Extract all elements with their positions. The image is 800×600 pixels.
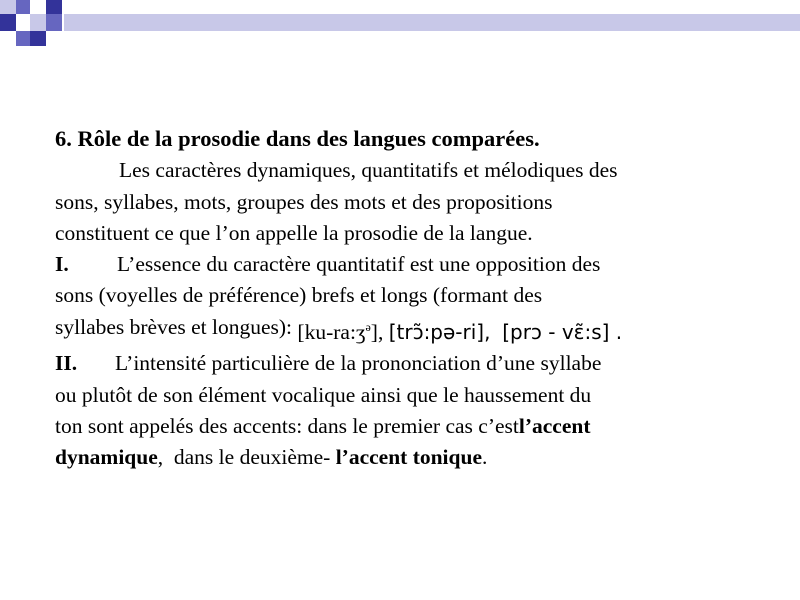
section2-text: ou plutôt de son élément vocalique ainsi que le haussement du: [55, 382, 592, 407]
section2-bold-text: l’accent tonique: [335, 445, 482, 470]
section1-line: [55, 249, 755, 280]
section2-text: , dans le deuxième-: [157, 445, 336, 470]
section2-line: [55, 380, 755, 411]
para1-text: constituent ce que l’on appelle la prosodie de la langue.: [55, 220, 533, 245]
section1-number: I.: [55, 252, 69, 277]
ipa-3: [prɔ - vɛ̃:s] .: [502, 319, 623, 344]
para1-text: Les caractères dynamiques, quantitatifs et mélodiques des: [119, 158, 618, 183]
section2-text: L’intensité particulière de la prononciation d’une syllabe: [115, 351, 602, 376]
section1-line: [55, 280, 755, 311]
ipa-1-superscript: ə: [365, 319, 371, 334]
ipa-1: [ku-ra:ʒ: [297, 319, 366, 344]
ipa-2: [trɔ̃:pə-ri],: [388, 319, 497, 344]
section1-text: syllabes brèves et longues):: [55, 314, 293, 339]
para1-text: sons, syllabes, mots, groupes des mots et des propositions: [55, 189, 553, 214]
slide-content: [55, 123, 755, 473]
decor-square: [16, 0, 30, 14]
header-bar: [64, 14, 800, 31]
section1-text: sons (voyelles de préférence) brefs et longs (formant des: [55, 283, 543, 308]
decor-square: [30, 31, 46, 46]
section2-text: ton sont appelés des accents: dans le premier cas c’est: [55, 413, 519, 438]
section2-bold-text: l’accent: [518, 413, 591, 438]
decor-square: [16, 31, 30, 46]
ipa-1-end: ],: [370, 319, 389, 344]
section1-text: L’essence du caractère quantitatif est une opposition des: [117, 252, 601, 277]
section2-line: [55, 442, 755, 473]
decor-square: [30, 14, 46, 31]
para1-line: [55, 187, 755, 218]
decor-square: [46, 14, 62, 31]
ipa-transcription: [292, 312, 622, 348]
section2-number: II.: [55, 351, 78, 376]
decor-square: [46, 0, 62, 14]
section1-line: [55, 312, 755, 348]
decorative-header: [0, 0, 800, 50]
para1-line: [55, 155, 755, 186]
section2-line: [55, 411, 755, 442]
section2-bold-text: dynamique: [55, 445, 158, 470]
decor-square: [0, 14, 16, 31]
section2-line: [55, 348, 755, 379]
slide-title: 6. Rôle de la prosodie dans des langues comparées.: [55, 126, 540, 151]
section2-text: .: [482, 445, 488, 470]
para1-line: [55, 218, 755, 249]
decor-square: [0, 0, 16, 14]
